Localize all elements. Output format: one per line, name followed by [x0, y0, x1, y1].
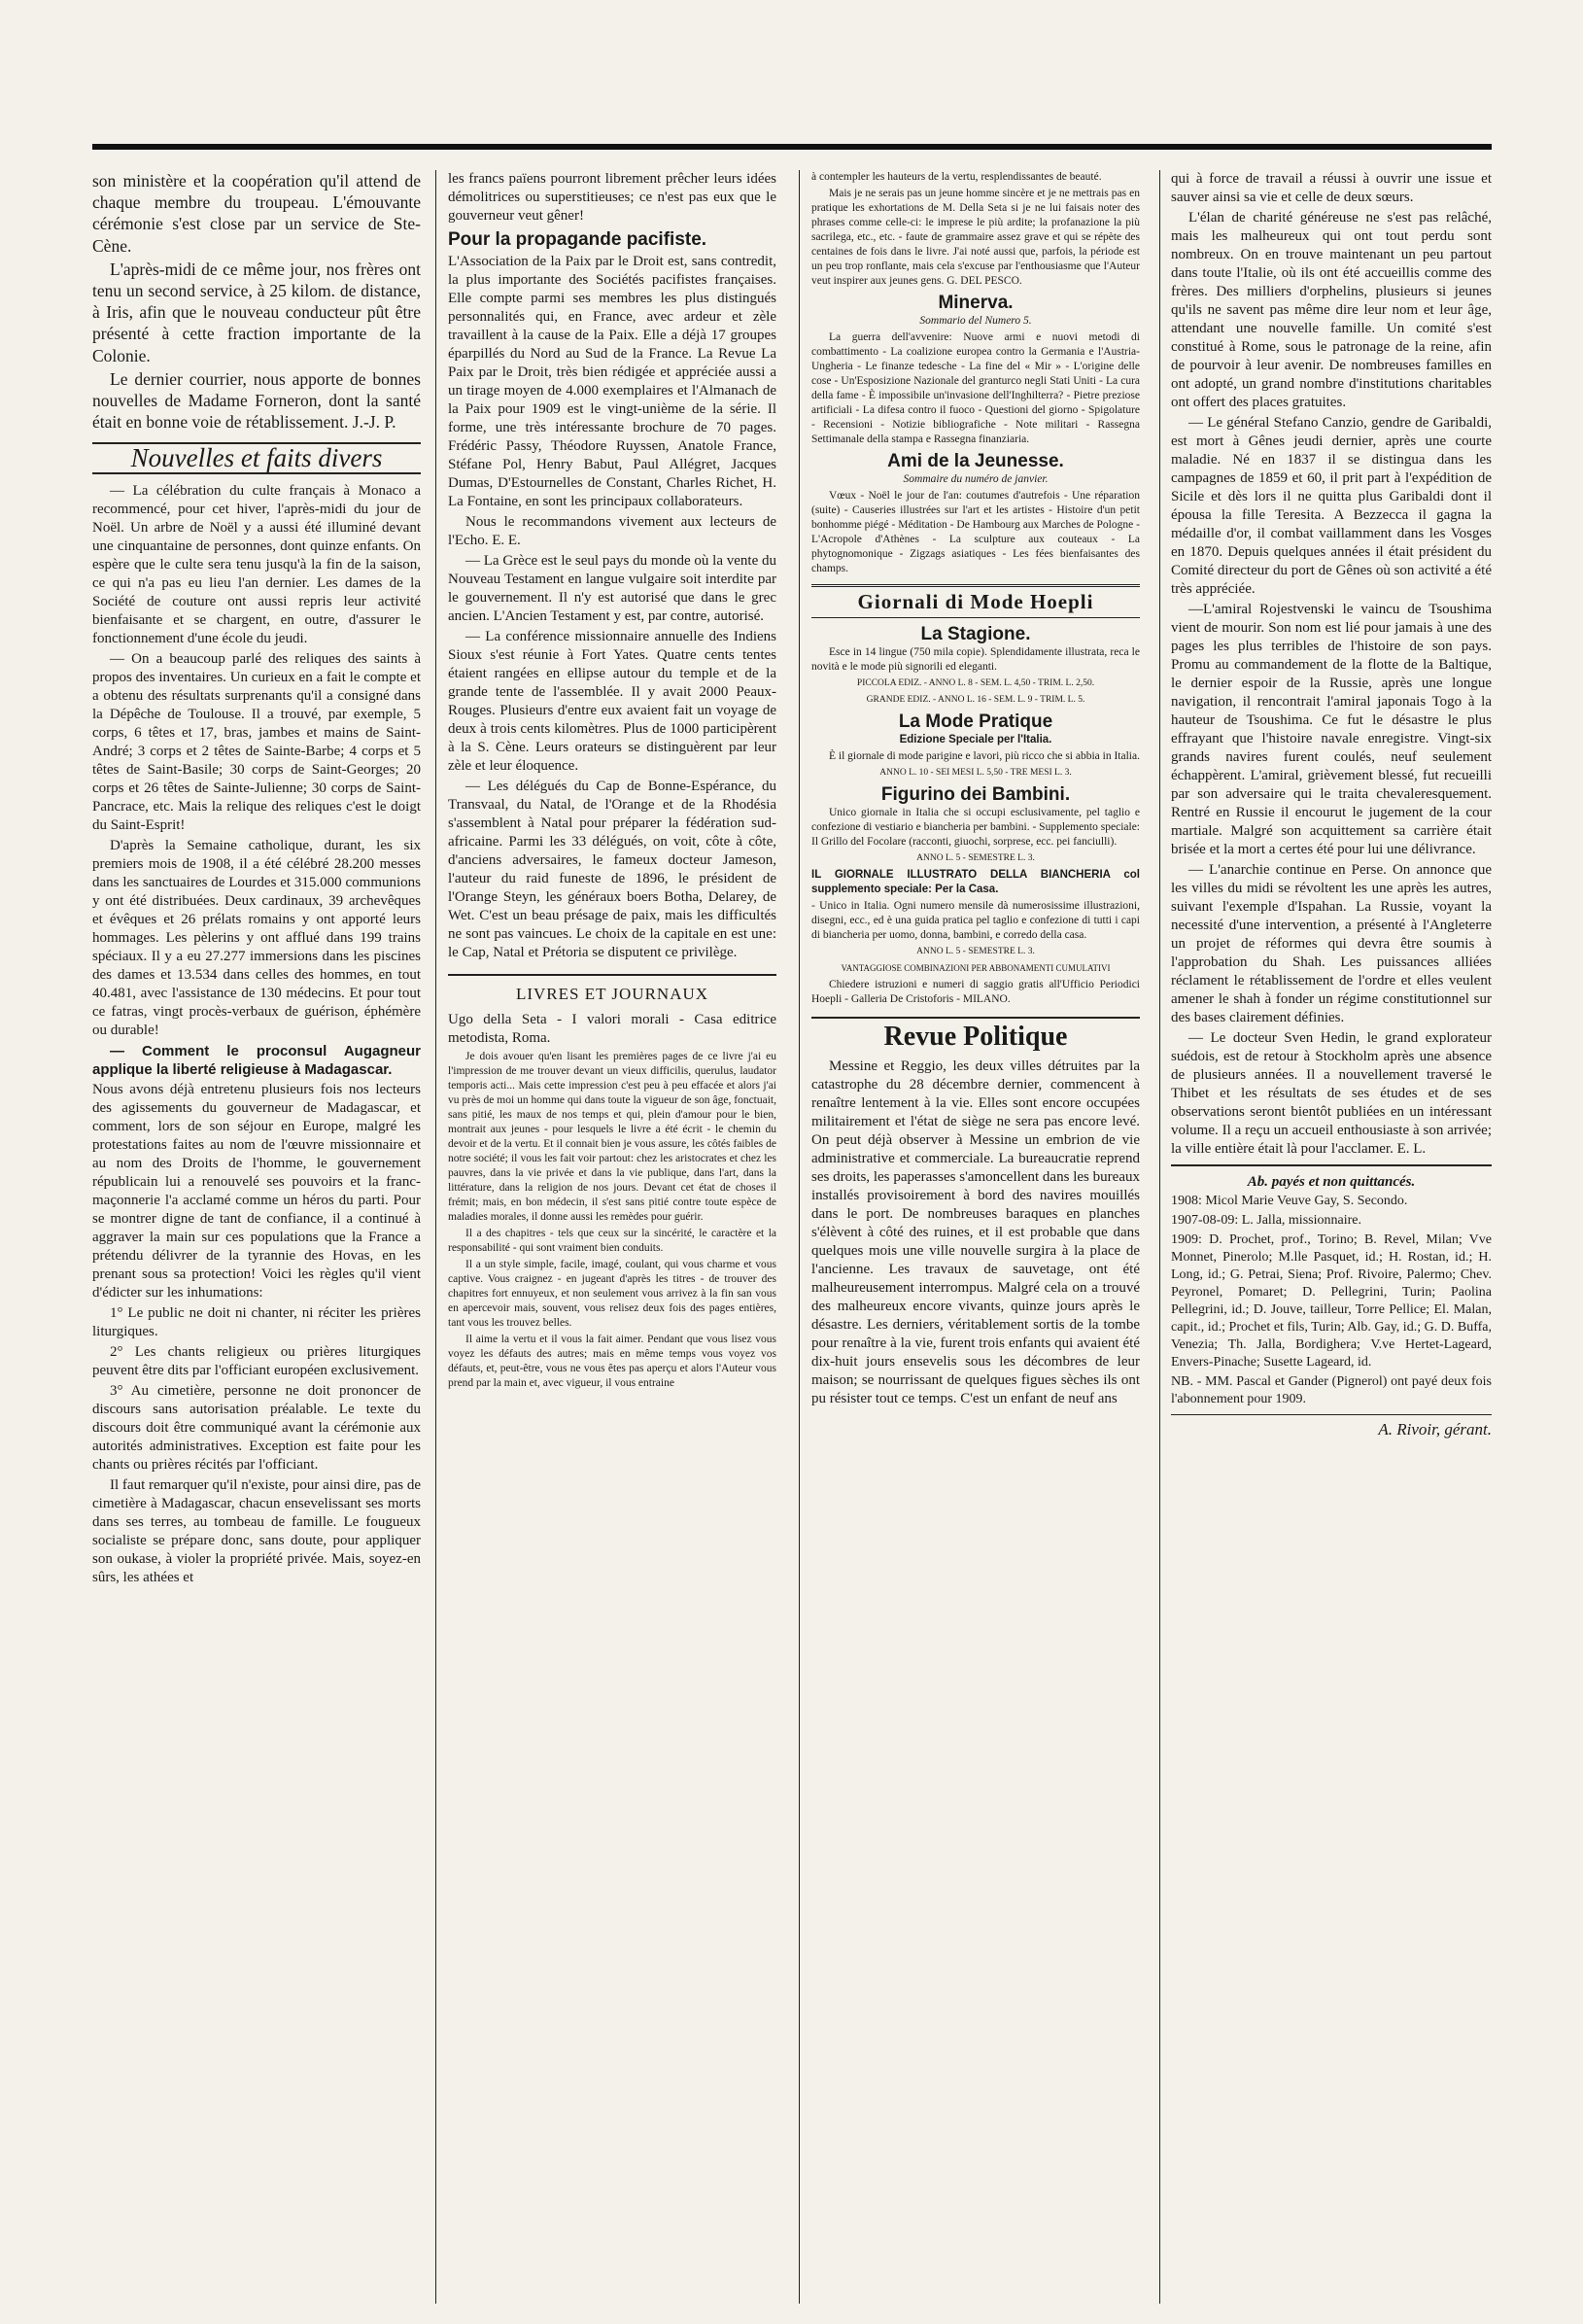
news-item-rojestvenski: —L'amiral Rojestvenski le vaincu de Tsoushima vient de mourir. Son nom est lié pour jamais à une des pages les plus terribles de l'histoire de son pays. Promu au commandement de la flotte de la Baltique, le dernier espoir de la Russie, après une longue navigation, il rencontrait l'amiral japonais Togo à la hauteur de Tsoushima. Ce fut le désastre le plus effrayant que l'histoire navale enregistre. Vingt-six grands navires furent coulés, neuf seulement échappèrent. L'amiral, grièvement blessé, fut recueilli par son adversaire qui le traita chevaleresquement. Rentré en Russie il encourut le jugement de la cour martiale. Malgré son acquittement sa carrière était brisée et la mort a certes été pour lui une délivrance. — [1171, 602, 1492, 857]
news-item-hedin: — Le docteur Sven Hedin, le grand explorateur suédois, est de retour à Stockholm après une absence de plusieurs années. Il a nouvellement traversé le Thibet et les résultats de ses études et de ses observations seront bientôt publiées en un intéressant volume. Il a reçu un accueil enthousiaste à son arrivée; la ville entière était là pour l'acclamer. E. L. — [1171, 1030, 1492, 1157]
column-divider — [435, 170, 436, 2304]
price-line: PICCOLA EDIZ. - ANNO L. 8 - SEM. L. 4,50 - TRIM. L. 2,50. — [856, 677, 1095, 688]
hoepli-contact: Chiedere istruzioni e numeri di saggio gratis all'Ufficio Periodici Hoepli - Galleria De Cristoforis - MILANO. — [811, 979, 1140, 1006]
news-item-lourdes: D'après la Semaine catholique, durant, les six premiers mois de 1908, il a été célébré 28.200 messes dans les sanctuaires de Lourdes et 315.000 communions y ont été distribuées. Deux cardinaux, 39 archevêques et évêques et 26 prélats romains y ont apporté leurs hommages. Les pèlerins y ont afflué dans 199 trains spéciaux. Il y a eu 27.277 immersions dans les piscines des dames et 13.534 dans celles des hommes, en tout 40.481, avec l'assistance de 130 médecins. Et pour tout ce fatras, vingt procès-verbaux de guérison, éphémère ou durable! — [92, 837, 421, 1038]
ami-subtitle: Sommaire du numéro de janvier. — [903, 473, 1049, 486]
article-paragraph: Le dernier courrier, nous apporte de bonnes nouvelles de Madame Forneron, dont la santé était en bonne voie de rétablissement. J.-J. P. — [92, 368, 421, 433]
review-paragraph: Il a des chapitres - tels que ceux sur la sincérité, le caractère et la responsabilité - qui sont vraiment bien conduits. — [448, 1228, 776, 1255]
section-title-livres: LIVRES ET JOURNAUX — [448, 974, 776, 1005]
review-paragraph: à contempler les hauteurs de la vertu, resplendissantes de beauté. — [811, 171, 1102, 183]
ami-summary: Vœux - Noël le jour de l'an: coutumes d'autrefois - Une réparation (suite) - Causeries illustrées sur l'art et les artistes - Histoire d'un petit bonhomme piégé - Méditation - De Hambourg aux Marches de Pologne - L'Acropole d'Athènes - La sculpture aux couteaux - La phytognomonique - Zigzags asiatiques - Les fées bienfaisantes des champs. — [811, 490, 1140, 575]
section-title: Nouvelles et faits divers — [92, 442, 421, 473]
figurino-text: Unico giornale in Italia che si occupi esclusivamente, pel taglio e confezione di vestiario e biancheria per bambini. - Supplemento speciale: Il Grillo del Focolare (racconti, giuochi, sorprese, ecc. pei fanciulli). — [811, 807, 1140, 849]
rule-item: 1° Le public ne doit ni chanter, ni réciter les prières liturgiques. — [92, 1304, 421, 1339]
news-item-perse: — L'anarchie continue en Perse. On annonce que les villes du midi se révoltent les une après les autres, suivant l'exemple d'Ispahan. La Russie, voyant la necessité d'une intervention, a présenté à l'Angleterre un projet de réformes qui devra être soumis à l'approbation du Shah. Les puissances alliées réclament le rétablissement de l'ordre et elles veulent amener le shah à fonder un régime constitutionnel sur des bases clairement définies. — [1171, 862, 1492, 1025]
revue-paragraph: Messine et Reggio, les deux villes détruites par la catastrophe du 28 décembre dernier, commencent à renaître lentement à la vie. Elles sont encore occupées militairement et l'état de siège ne sera pas encore levé. On peut déjà observer à Messine un embrion de vie administrative et commerciale. La bureaucratie reprend ses droits, les paperasses s'amoncellent dans les bureaux installés provisoirement à bord des navires mouillés dans le port. De nombreuses baraques en planches s'élèvent à côté des ruines, et il est probable que dans quelques mois une ville nouvelle surgira à la place de l'ancienne. Les travaux de sauvetage, ont été malheureusement interrompus. Malgré cela on a trouvé des malheureux encore vivants, quinze jours après le désastre. Les derniers, véritablement sortis de la tombe pour renaître à la vie, furent trois enfants qui avaient été dix-huit jours ensevelis sous les décombres de leur maison; se nourrissant de quelques figues sèches ils ont pu résister tout ce temps. C'est un enfant de neuf ans — [811, 1058, 1140, 1407]
minerva-summary: La guerra dell'avvenire: Nuove armi e nuovi metodi di combattimento - La coalizione europea contro la Germania e l'Austria-Ungheria - Le finanze tedesche - La fine del « Mir » - L'origine delle cose - Un'Esposizione Nazionale del granturco negli Stati Uniti - La cura della fame - È impossibile un'invasione dell'Inghilterra? - Pietre preziose artificiali - La difesa contro il fuoco - Questioni del giorno - Spigolature - Recensioni - Notizie bibliografiche - Note militari - Rassegna Settimanale della stampa e Rassegna finanziaria. — [811, 331, 1140, 446]
rule-item: 3° Au cimetière, personne ne doit prononcer de discours sans autorisation préalable. Le texte du discours doit être communiqué avant la cérémonie aux autorités administratives. Exception est faite pour les chants ou prières récités par l'officiant. — [92, 1382, 421, 1473]
review-paragraph: Mais je ne serais pas un jeune homme sincère et je ne mettrais pas en pratique les exhortations de M. Della Seta si je ne lui faisais noter des phrases comme celle-ci: le imprese le più ardite; la profanazione la più sacrilega, etc., etc. - faute de grammaire assez grave et qui se répète des centaines de fois dans le livre. J'ai noté aussi que, parfois, la période est un peu trop ronflante, mais cela s'excuse par l'enthousiasme que l'Auteur veut inspirer aux jeunes gens. G. DEL PESCO. — [811, 188, 1140, 287]
mode-subtitle: Edizione Speciale per l'Italia. — [899, 734, 1052, 746]
revue-politique-title: Revue Politique — [811, 1017, 1140, 1048]
gerant-signature: A. Rivoir, gérant. — [1171, 1414, 1492, 1440]
subscriptions-title: Ab. payés et non quittancés. — [1171, 1164, 1492, 1193]
news-headline-madagascar: — Comment le proconsul Augagneur applique la liberté religieuse à Madagascar. — [92, 1042, 421, 1078]
news-headline-pacifiste: Pour la propagande pacifiste. — [448, 229, 707, 250]
header-rule — [92, 144, 1492, 150]
news-item-pacifiste: L'Association de la Paix par le Droit est, sans contredit, la plus importante des Sociétés pacifistes françaises. Elle compte parmi ses membres les plus distingués personnalités qui, en France, avec ardeur et zèle travaillent à la cause de la Paix. Elle a déjà 17 groupes éparpillés du Nord au Sud de la France. La Revue La Paix par le Droit, très bien rédigée et appréciée aussi a un tirage moyen de 4.000 exemplaires et l'Almanach de la Paix pour 1909 est le vingt-unième de la série. Il forme, une très intéressante brochure de 70 pages. Frédéric Passy, Théodore Ruyssen, Anatole France, Stéfane Pol, Henry Babut, Paul Allégret, Jacques Dumas, D'Estournelles de Constant, Charles Richet, H. La Fontaine, en sont les principaux collaborateurs. — [448, 254, 776, 510]
article-paragraph: qui à force de travail a réussi à ouvrir une issue et sauver ainsi sa vie et celle de deux sœurs. — [1171, 171, 1492, 205]
figurino-title: Figurino dei Bambini. — [880, 784, 1071, 806]
article-paragraph: L'après-midi de ce même jour, nos frères ont tenu un second service, à 25 kilom. de distance, à Iris, afin que le nouveau conducteur pût être présenté à cette fraction importante de la Colonie. — [92, 259, 421, 365]
review-paragraph: Il a un style simple, facile, imagé, coulant, qui vous charme et vous captive. Vous craignez - en jugeant d'après les titres - de trouver des chapitres fort ennuyeux, et non seulement vous arrivez à la fin san vous en apercevoir mais, souvent, vous relisez deux fois des pages entières, tant vous les trouvez belles. — [448, 1259, 776, 1330]
columns-area — [92, 170, 1492, 2299]
review-paragraph: Il aime la vertu et il vous la fait aimer. Pendant que vous lisez vous voyez les défauts des autres; mais en même temps vous voyez vos défauts, et, peut-être, vous ne vous êtes pas aperçu et alors l'Auteur vous prend par la main et, avec vigueur, il vous entraine — [448, 1334, 776, 1390]
biancheria-text: - Unico in Italia. Ogni numero mensile dà numerosissime illustrazioni, disegni, ecc., ed è una guida pratica pel taglio e confezione di tutti i capi di biancheria per uomo, donna, bambini, e corredo della casa. — [811, 900, 1140, 942]
article-paragraph: les francs païens pourront librement prêcher leurs idées démolitrices ou superstitieuses; ce n'est pas eux que le gouverneur veut gêner! — [448, 171, 776, 224]
combinations-line: VANTAGGIOSE COMBINAZIONI PER ABBONAMENTI CUMULATIVI — [841, 963, 1111, 974]
subscription-line: 1909: D. Prochet, prof., Torino; B. Revel, Milan; Vve Monnet, Pinerolo; M.lle Pasquet, id.; H. Rostan, id.; H. Long, id.; G. Petrai, Siena; Prof. Rivoire, Palermo; Chev. Peyronel, Pomaret; D. Pellegrini, Turin; Paolina Pellegrini, id.; D. Jouve, tailleur, Torre Pellice; El. Malan, capit., id.; Prochet et fils, Turin; Alb. Gay, id.; G. D. Buffa, Venezia; Th. Jalla, Bordighera; V.ve Hertet-Lageard, Envers-Pinache; Susette Lageard, id. — [1171, 1232, 1492, 1370]
column-3 — [811, 170, 1140, 2308]
stagione-title: La Stagione. — [920, 623, 1031, 644]
rule-item: 2° Les chants religieux ou prières liturgiques peuvent être dits par l'officiant européen exclusivement. — [92, 1343, 421, 1378]
subscription-line: 1908: Micol Marie Veuve Gay, S. Secondo. — [1171, 1194, 1408, 1209]
top-margin — [0, 0, 1583, 136]
book-heading: Ugo della Seta - I valori morali - Casa editrice metodista, Roma. — [448, 1012, 776, 1047]
column-divider — [1159, 170, 1160, 2304]
article-paragraph: Nous le recommandons vivement aux lecteurs de l'Echo. E. E. — [448, 514, 776, 549]
news-item-canzio: — Le général Stefano Canzio, gendre de Garibaldi, est mort à Gênes jeudi dernier, après une courte maladie. Né en 1837 il se distingua dans les campagnes de 1859 et 60, il prit part à l'expédition de Sicile et dès lors il ne quitta plus Garibaldi dont il épousa la fille Teresita. A Bezzecca il gagna la médaille d'or, il combat vaillamment dans les Vosges en 1870. Depuis quelques années il était président du Comité directeur du port de Gênes où son activité a été très appréciée. — [1171, 415, 1492, 597]
review-paragraph: Je dois avouer qu'en lisant les premières pages de ce livre j'ai eu l'impression de me trouver devant un vieux difficilis, querulus, laudator temporis acti... Mais cette impression c'est peu à peu effacée et alors j'ai vu près de moi un homme qui dans toute la vigueur de son âge, fonctuait, sans pitié, les maux de nos temps et qui, plein d'amour pour le bien, montrait aux jeunes - pour lesquels le livre a été écrit - le chemin du devoir et de la vertu. Et il connait bien je vous assure, les côtés faibles de notre société; il vous les fait voir partout: chez les aristocrates et chez les pauvres, dans la vie privée et dans la vie publique, dans l'art, dans la littérature, dans la religion de nos jours. Devant cet état de choses il frémit; mais, en bon médecin, il s'est sans pitié contre toute espèce de maladies morales, il donne aussi les remèdes pour guérir. — [448, 1051, 776, 1224]
price-line: ANNO L. 10 - SEI MESI L. 5,50 - TRE MESI L. 3. — [879, 768, 1072, 779]
hoepli-title: Giornali di Mode Hoepli — [811, 584, 1140, 617]
article-paragraph: son ministère et la coopération qu'il attend de chaque membre du troupeau. L'émouvante cérémonie s'est close par un service de Ste-Cène. — [92, 171, 421, 256]
article-paragraph: Il faut remarquer qu'il n'existe, pour ainsi dire, pas de cimetière à Madagascar, chacun ensevelissant ses morts dans ses terres, au tombeau de famille. Le fougueux socialiste se prépare donc, sans doute, pour appliquer son oukase, à violer la propriété privée. Mais, soyez-en sûrs, les athées et — [92, 1476, 421, 1585]
mode-text: È il giornale di mode parigine e lavori, più ricco che si abbia in Italia. — [829, 750, 1140, 763]
subscription-line: 1907-08-09: L. Jalla, missionnaire. — [1171, 1213, 1361, 1229]
column-1 — [92, 170, 421, 2308]
minerva-title: Minerva. — [938, 293, 1014, 313]
news-item-reliques: — On a beaucoup parlé des reliques des saints à propos des inventaires. Un curieux en a fait le compte et a obtenu des résultats surprenants qu'il a consigné dans la Dépêche de Toulouse. Il a trouvé, par exemple, 5 corps, 6 têtes et 17, bras, jambes et mains de Saint-André; 3 corps et 2 têtes de Sainte-Barbe; 4 corps et 5 têtes de Saint-Basile; 30 corps de Saint-Georges; 20 corps et 26 têtes de Sainte-Julienne; 30 corps de Saint-Pancrace, etc. Mais la relique des reliques c'est le doigt du Saint-Esprit! — [92, 650, 421, 833]
price-line: GRANDE EDIZ. - ANNO L. 16 - SEM. L. 9 - TRIM. L. 5. — [866, 694, 1085, 705]
column-4 — [1171, 170, 1492, 2308]
column-divider — [799, 170, 800, 2304]
news-item-delegues: — Les délégués du Cap de Bonne-Espérance, du Transvaal, du Natal, de l'Orange et de la Rhodésia s'assemblent à Natal pour préparer la fédération sud-africaine. Parmi les 33 délégués, on voit, côte à côte, d'anciens adversaires, le fameux docteur Jameson, l'auteur du raid funeste de 1896, le président de l'Orange Steyn, les généraux boers Botha, Delarey, de Wet. C'est un beau présage de paix, mais les difficultés ne sont pas vaincues. Le choix de la capitale en est une: le Cap, Natal et Prétoria se disputent ce privilège. — [448, 779, 776, 961]
column-2 — [448, 170, 776, 2308]
subscription-note: NB. - MM. Pascal et Gander (Pignerol) ont payé deux fois l'abonnement pour 1909. — [1171, 1374, 1492, 1407]
price-line: ANNO L. 5 - SEMESTRE L. 3. — [916, 947, 1035, 957]
mode-title: La Mode Pratique — [898, 711, 1053, 732]
news-item-grece: — La Grèce est le seul pays du monde où la vente du Nouveau Testament en langue vulgaire soit interdite par le gouvernement. Il n'y est autorisé que dans le grec ancien. L'Ancien Testament y est, par contre, autorisé. — [448, 553, 776, 625]
article-paragraph: L'élan de charité généreuse ne s'est pas relâché, mais les malheureux qui ont tout perdu sont nombreux. On en trouve maintenant un peu partout dans toute l'Italie, où ils ont été accueillis comme des frères. Des milliers d'orphelins, plusieurs si jeunes qu'ils ne savent pas même dire leur nom et leur âge, attendant une nouvelle famille. Un comité s'est constitué à Rome, sous le patronage de la reine, afin de pourvoir à leur avenir. De nombreuses familles en ont adopté, un grand nombre d'institutions charitables ont offert des places gratuites. — [1171, 210, 1492, 410]
ami-title: Ami de la Jeunesse. — [887, 451, 1064, 472]
news-item-madagascar: Nous avons déjà entretenu plusieurs fois nos lecteurs des agissements du gouverneur de Madagascar, et comment, lors de son séjour en Europe, malgré les protestations faites au nom de l'œuvre missionnaire et au nom des Droits de l'homme, le gouvernement républicain lui a renouvelé ses pouvoirs et la franc-maçonnerie l'a acclamé comme un héros du parti. Pour se montrer digne de tant de confiance, il a continué à aggraver la main sur ces populations que la France a prétendu délivrer de la tyrannie des Hovas, en les prenant sous sa protection! Voici les règles qu'il vient d'édicter sur les inhumations: — [92, 1081, 421, 1301]
news-item-monaco: — La célébration du culte français à Monaco a recommencé, pour cet hiver, l'après-midi du jour de Noël. Un arbre de Noël y a aussi été illuminé devant une cinquantaine de personnes, dont quinze enfants. On espère que le culte sera tenu jusqu'à la fin de la saison, ce qui n'a pas eu lieu l'an dernier. Les dames de la Société de couture ont aussi repris leur activité bienfaisante et se chargent, en outre, d'assurer le fonctionnement d'une école du jeudi. — [92, 482, 421, 646]
stagione-text: Esce in 14 lingue (750 mila copie). Splendidamente illustrata, reca le novità e le mode più signorili ed eleganti. — [811, 645, 1140, 673]
minerva-subtitle: Sommario del Numero 5. — [919, 315, 1032, 328]
price-line: ANNO L. 5 - SEMESTRE L. 3. — [916, 853, 1035, 864]
biancheria-title: IL GIORNALE ILLUSTRATO DELLA BIANCHERIA col supplemento speciale: Per la Casa. — [811, 869, 1140, 896]
news-item-sioux: — La conférence missionnaire annuelle des Indiens Sioux s'est réunie à Fort Yates. Quatre cents tentes étaient rangées en ellipse autour du temple et de la grande tente de l'assemblée. Il y avait 2000 Peaux-Rouges. Plusieurs d'entre eux avaient fait un voyage de deux à trois cents kilomètres. Plus de 1000 participèrent à la S. Cène. Leurs orateurs se distinguèrent par leur zèle et leur éloquence. — [448, 629, 776, 775]
